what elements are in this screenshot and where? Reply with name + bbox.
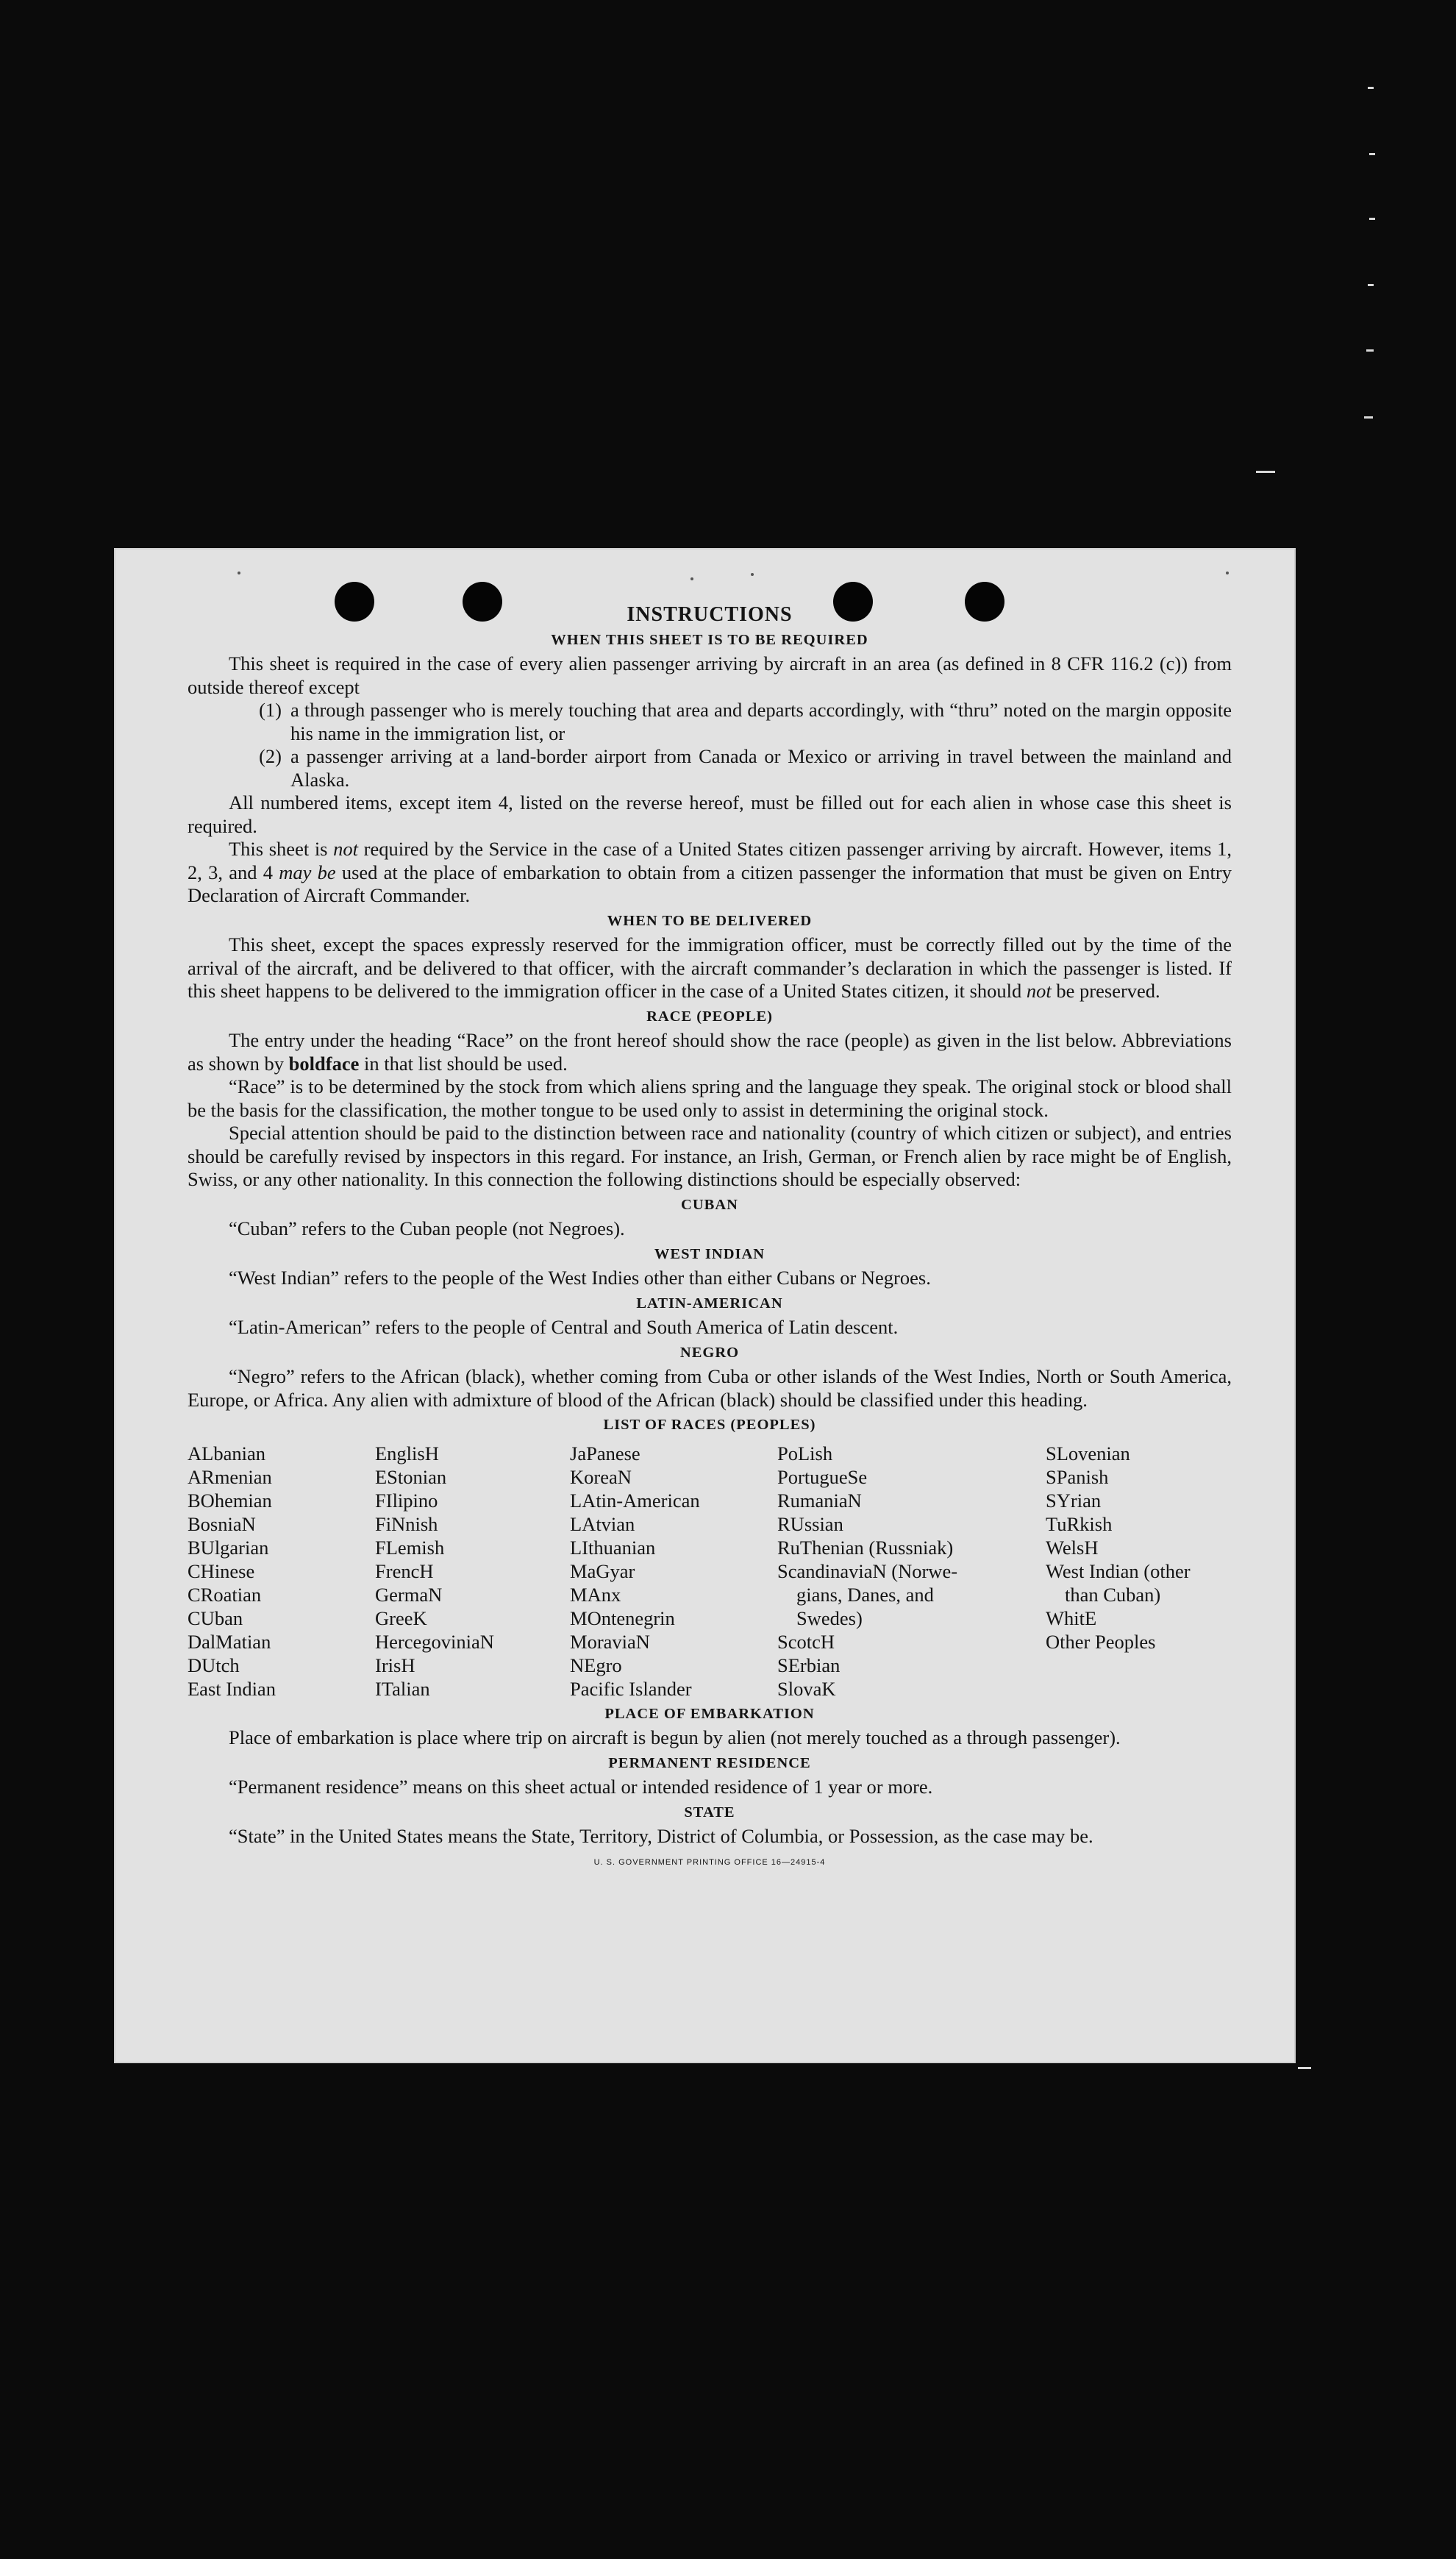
section-heading: CUBAN [681,1196,738,1213]
race-entry: PortugueSe [777,1465,868,1488]
race-entry: CHinese [188,1559,255,1582]
paragraph: “Race” is to be determined by the stock from which aliens spring and the language they speak. The original stock or blood shall be the basis for the classification, the mother tongue to be used only to assist in determining the original stock. [188,1075,1232,1121]
paragraph [188,1029,1232,1075]
race-entry: Other Peoples [1046,1630,1156,1653]
section-heading: WHEN THIS SHEET IS TO BE REQUIRED [551,631,868,648]
races-column [777,1442,1046,1701]
item-text: a through passenger who is merely touching that area and departs accordingly, with “thru” noted on the margin opposite his name in the immigration list, or [290,699,1232,744]
emphasis: not [1026,980,1052,1002]
race-entry: PoLish [777,1442,833,1464]
race-entry: EStonian [375,1465,447,1488]
scan-mark [1298,2067,1311,2069]
race-entry: LAtin-American [570,1489,700,1512]
race-entry: MOntenegrin [570,1606,675,1629]
document-body [188,603,1232,1874]
emphasis: may be [279,861,336,883]
race-entry: SYrian [1046,1489,1102,1512]
scan-mark [1369,153,1375,155]
race-entry: SlovaK [777,1677,836,1700]
race-entry: RUssian [777,1512,843,1535]
race-entry: WhitE [1046,1606,1097,1629]
paragraph: This sheet is required in the case of every alien passenger arriving by aircraft in an area (as defined in 8 CFR 116.2 (c)) from outside thereof except [188,652,1232,698]
speck [751,573,754,576]
race-entry: NEgro [570,1654,622,1676]
race-entry: KoreaN [570,1465,632,1488]
text-run: in that list should be used. [359,1052,568,1075]
race-entry: IrisH [375,1654,415,1676]
definition: “Negro” refers to the African (black), whether coming from Cuba or other islands of the West Indies, North or South America, Europe, or Africa. Any alien with admixture of blood of the African (black) should be classified under this heading. [188,1365,1232,1411]
race-entry: JaPanese [570,1442,640,1464]
scan-mark [1366,349,1374,352]
race-entry: ALbanian [188,1442,265,1464]
scan-mark [1256,471,1275,473]
race-entry: RuThenian (Russniak) [777,1536,954,1559]
race-entry: CRoatian [188,1583,262,1606]
race-entry: MaGyar [570,1559,635,1582]
section-heading: RACE (PEOPLE) [646,1008,773,1025]
races-column [188,1442,375,1701]
speck [238,572,240,574]
race-entry: BOhemian [188,1489,272,1512]
race-entry: SPanish [1046,1465,1109,1488]
races-list [188,1442,1232,1701]
race-entry: SLovenian [1046,1442,1130,1464]
section-heading: WEST INDIAN [654,1245,766,1262]
text-run: used at the place of embarkation to obtain from a citizen passenger the information that must be given on Entry Declaration of Aircraft Commander. [188,861,1232,906]
section-heading: LATIN-AMERICAN [636,1295,783,1311]
paragraph [188,933,1232,1003]
race-entry: ARmenian [188,1465,272,1488]
race-entry: WelsH [1046,1536,1099,1559]
race-entry: FLemish [375,1536,445,1559]
races-column [570,1442,777,1701]
race-entry: MAnx [570,1583,621,1606]
scan-mark [1369,218,1375,220]
race-entry: HercegoviniaN [375,1630,494,1653]
emphasis: not [333,838,358,860]
definition: Place of embarkation is place where trip on aircraft is begun by alien (not merely touched as a through passenger). [229,1726,1121,1748]
race-entry: GermaN [375,1583,443,1606]
scan-mark [1368,87,1374,89]
races-column [375,1442,570,1701]
race-entry: DalMatian [188,1630,271,1653]
section-heading: LIST OF RACES (PEOPLES) [603,1417,816,1433]
section-heading: STATE [684,1804,735,1821]
race-entry: FIlipino [375,1489,438,1512]
printing-office-footer: U. S. GOVERNMENT PRINTING OFFICE 16—24915-4 [593,1857,826,1867]
item-text: a passenger arriving at a land-border airport from Canada or Mexico or arriving in travel between the mainland and Alaska. [290,745,1232,791]
race-entry: gians, Danes, and [796,1583,934,1606]
paragraph [188,838,1232,908]
definition: “West Indian” refers to the people of the West Indies other than either Cubans or Negroes. [229,1267,931,1289]
race-entry: LAtvian [570,1512,635,1535]
definition: “Latin-American” refers to the people of Central and South America of Latin descent. [229,1316,899,1338]
race-entry: DUtch [188,1654,240,1676]
race-entry: ScotcH [777,1630,835,1653]
race-entry: BUlgarian [188,1536,269,1559]
section-heading: PERMANENT RESIDENCE [608,1754,811,1771]
item-number: (1) [259,699,282,721]
scan-mark [1364,416,1373,419]
speck [690,577,693,580]
text-run: This sheet, except the spaces expressly reserved for the immigration officer, must be correctly filled out by the time of the arrival of the aircraft, and be delivered to that officer, with the aircraft commander’s declaration in which the passenger is listed. If this sheet happens to be delivered to the immigration officer in the case of a United States citizen, it should [188,933,1232,1002]
race-entry: LIthuanian [570,1536,656,1559]
definition: “State” in the United States means the State, Territory, District of Columbia, or Possession, as the case may be. [229,1825,1093,1847]
race-entry: SErbian [777,1654,841,1676]
item-number: (2) [259,745,282,767]
paragraph: All numbered items, except item 4, listed on the reverse hereof, must be filled out for each alien in whose case this sheet is required. [188,791,1232,837]
race-entry: than Cuban) [1065,1583,1161,1606]
section-heading: NEGRO [679,1344,740,1361]
section-heading: WHEN TO BE DELIVERED [607,912,813,929]
race-entry: EnglisH [375,1442,439,1464]
scan-mark [1368,284,1374,286]
race-entry: Swedes) [796,1606,863,1629]
definition: “Cuban” refers to the Cuban people (not Negroes). [229,1217,625,1239]
race-entry: CUban [188,1606,243,1629]
race-entry: East Indian [188,1677,276,1700]
list-item [188,699,1232,745]
bold-text: boldface [288,1052,360,1075]
document-page [114,548,1296,2063]
race-entry: RumaniaN [777,1489,862,1512]
races-column [1046,1442,1232,1701]
race-entry: GreeK [375,1606,427,1629]
race-entry: FiNnish [375,1512,438,1535]
text-run: The entry under the heading “Race” on the front hereof should show the race (people) as given in the list below. Abbreviations as shown by [188,1029,1232,1075]
race-entry: MoraviaN [570,1630,650,1653]
definition: “Permanent residence” means on this sheet actual or intended residence of 1 year or more. [229,1776,933,1798]
list-item [188,745,1232,791]
section-heading: PLACE OF EMBARKATION [604,1705,815,1722]
paragraph: Special attention should be paid to the distinction between race and nationality (country of which citizen or subject), and entries should be carefully revised by inspectors in this regard. For instance, an Irish, German, or French alien by race might be of English, Swiss, or any other nationality. In this connection the following distinctions should be especially observed: [188,1122,1232,1190]
text-run: This sheet is [229,838,334,860]
race-entry: BosniaN [188,1512,256,1535]
document-title: INSTRUCTIONS [627,603,793,626]
race-entry: ITalian [375,1677,430,1700]
race-entry: TuRkish [1046,1512,1113,1535]
race-entry: West Indian (other [1046,1559,1191,1582]
text-run: required by the Service in the case of a United States citizen passenger arriving by aircraft. However, items 1, 2, 3, and 4 [188,838,1232,883]
text-run: be preserved. [1051,980,1160,1002]
race-entry: Pacific Islander [570,1677,692,1700]
race-entry: ScandinaviaN (Norwe- [777,1559,958,1582]
race-entry: FrencH [375,1559,434,1582]
speck [1226,572,1229,574]
